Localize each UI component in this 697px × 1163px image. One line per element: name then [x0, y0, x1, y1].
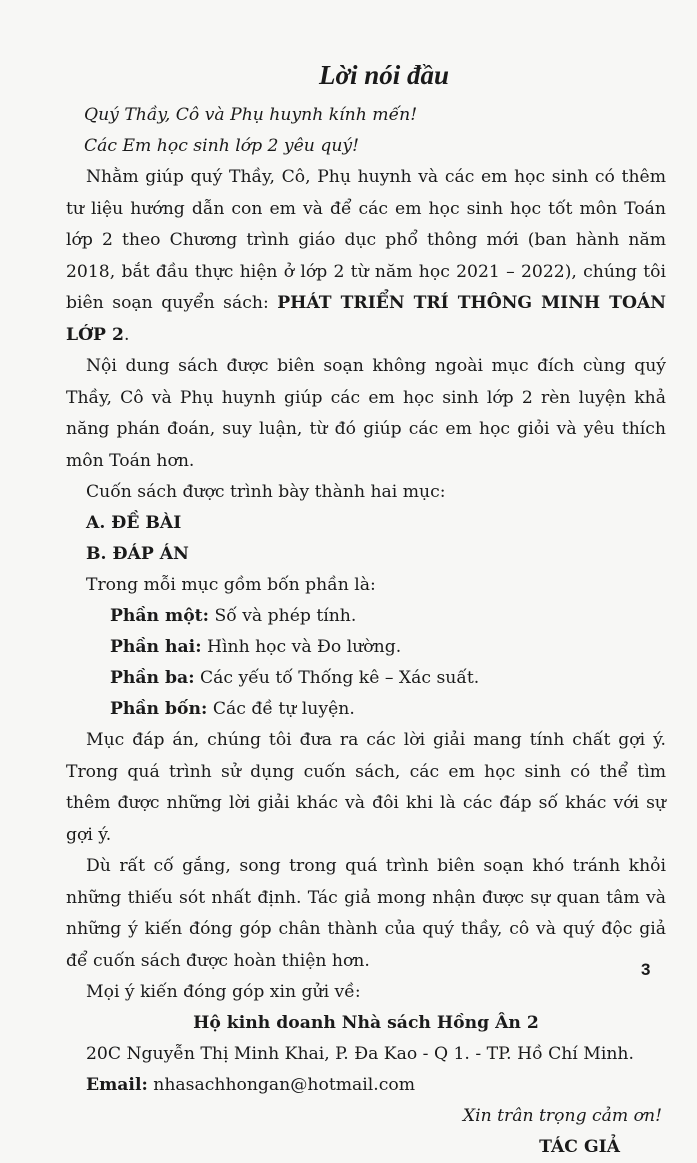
author-signature: TÁC GIẢ: [539, 1137, 620, 1157]
book-title: PHÁT TRIỂN TRÍ THÔNG MINH TOÁN LỚP 2: [66, 293, 666, 345]
section-b: B. ĐÁP ÁN: [86, 544, 189, 564]
intro-text: Nhằm giúp quý Thầy, Cô, Phụ huynh và các em học sinh có thêm tư liệu hướng dẫn con em và để các em học sinh học tốt môn Toán lớp 2 theo Chương trình giáo dục phổ thông mới (ban hành năm 2018, bắt đầu thực hiện ở lớp 2 từ năm học 2021 – 2022), chúng tôi biên soạn quyển sách:: [66, 167, 666, 313]
publisher-address: 20C Nguyễn Thị Minh Khai, P. Đa Kao - Q 1. - TP. Hồ Chí Minh.: [86, 1044, 634, 1064]
document-page: [66, 58, 666, 1163]
publisher-name: Hộ kinh doanh Nhà sách Hồng Ân 2: [193, 1013, 539, 1033]
paragraph-answers: Mục đáp án, chúng tôi đưa ra các lời giải mang tính chất gợi ý. Trong quá trình sử dụng cuốn sách, các em học sinh có thể tìm thêm được những lời giải khác và đôi khi là các đáp số khác với sự gợi ý.: [66, 730, 666, 845]
page-title: Lời nói đầu: [318, 60, 450, 90]
paragraph-structure: Cuốn sách được trình bày thành hai mục:: [86, 482, 446, 502]
paragraph-feedback: Dù rất cố gắng, song trong quá trình biên soạn khó tránh khỏi những thiếu sót nhất định. Tác giả mong nhận được sự quan tâm và những ý kiến đóng góp chân thành của quý thầy, cô và quý độc giả để cuốn sách được hoàn thiện hơn.: [66, 856, 666, 971]
parts-intro: Trong mỗi mục gồm bốn phần là:: [86, 575, 376, 595]
part-4: Phần bốn: Các đề tự luyện.: [110, 699, 355, 719]
greeting-parents: Quý Thầy, Cô và Phụ huynh kính mến!: [84, 105, 418, 125]
thanks-line: Xin trân trọng cảm ơn!: [462, 1106, 662, 1126]
paragraph-intro: Nhằm giúp quý Thầy, Cô, Phụ huynh và các em học sinh có thêm tư liệu hướng dẫn con em và để các em học sinh học tốt môn Toán lớp 2 theo Chương trình giáo dục phổ thông mới (ban hành năm 2018, bắt đầu thực hiện ở lớp 2 từ năm học 2021 – 2022), chúng tôi biên soạn quyển sách: PHÁT TRIỂN TRÍ THÔNG MINH TOÁN LỚP 2.: [66, 167, 666, 345]
greeting-students: Các Em học sinh lớp 2 yêu quý!: [84, 136, 360, 156]
paragraph-purpose: Nội dung sách được biên soạn không ngoài mục đích cùng quý Thầy, Cô và Phụ huynh giúp các em học sinh lớp 2 rèn luyện khả năng phán đoán, suy luận, từ đó giúp các em học giỏi và yêu thích môn Toán hơn.: [66, 356, 666, 471]
contact-intro: Mọi ý kiến đóng góp xin gửi về:: [86, 982, 361, 1002]
part-3: Phần ba: Các yếu tố Thống kê – Xác suất.: [110, 668, 480, 688]
section-a: A. ĐỀ BÀI: [86, 513, 182, 533]
part-1: Phần một: Số và phép tính.: [110, 606, 357, 626]
part-2: Phần hai: Hình học và Đo lường.: [110, 637, 402, 657]
page-number: 3: [641, 960, 651, 979]
publisher-email: Email: nhasachhongan@hotmail.com: [86, 1075, 416, 1095]
